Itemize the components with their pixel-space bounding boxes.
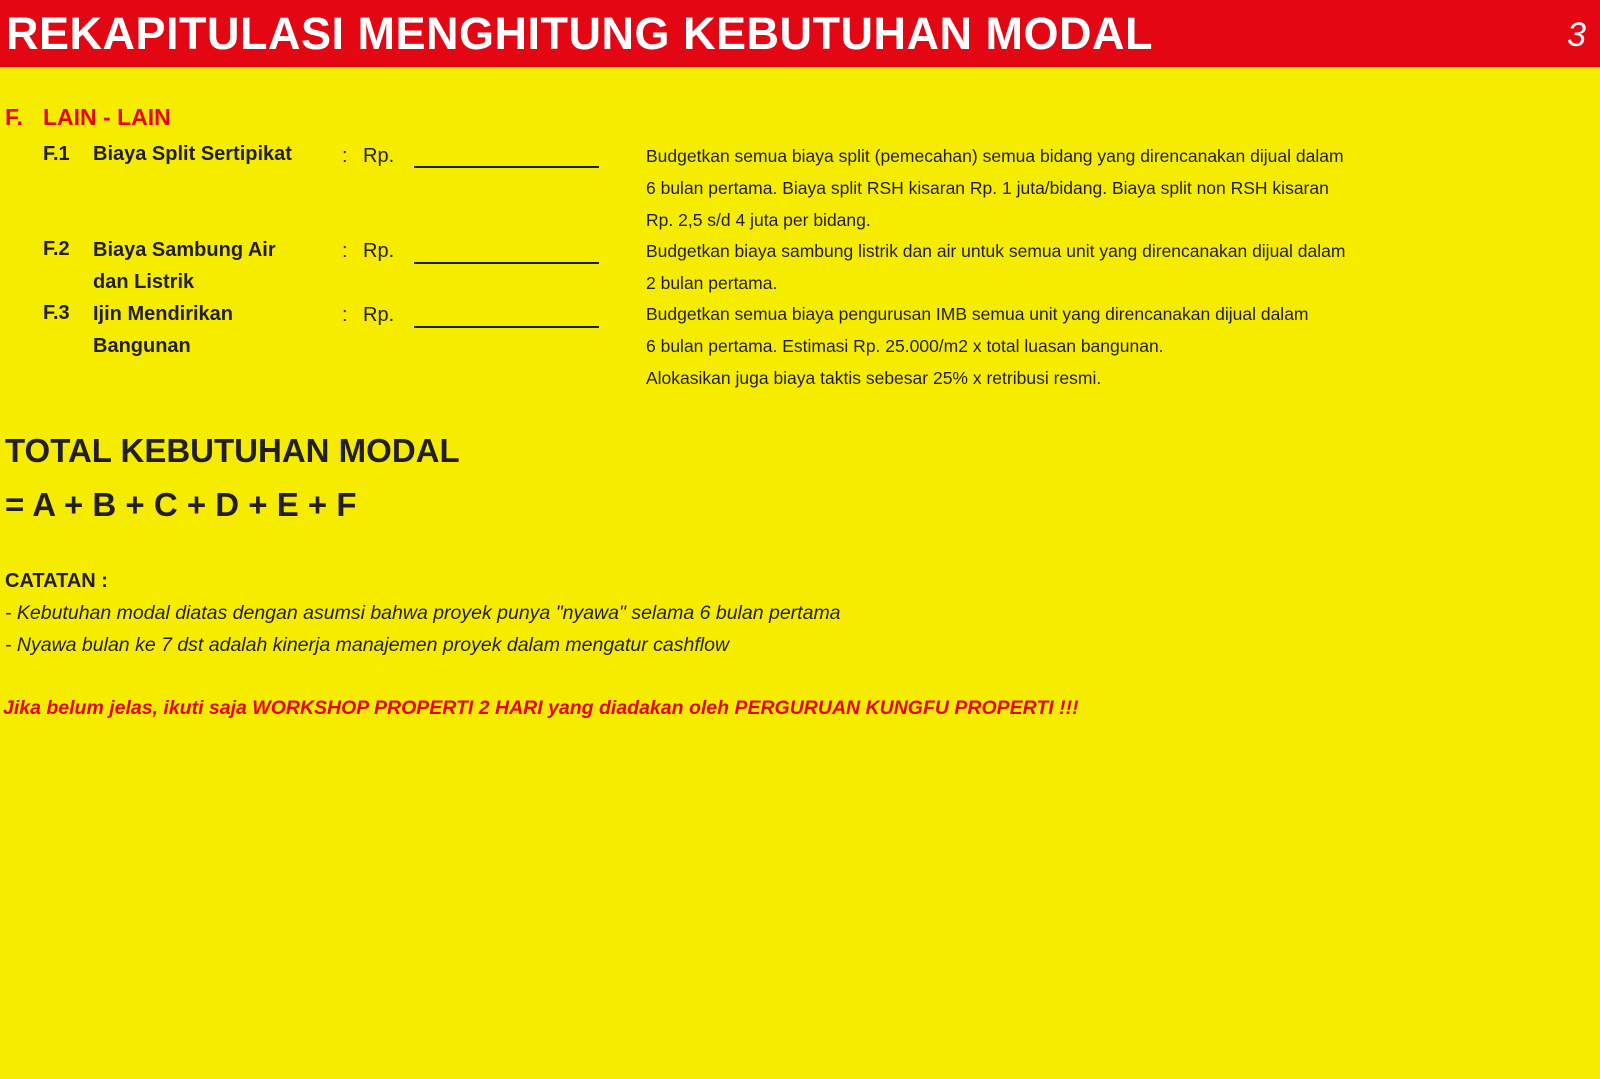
desc-line: 6 bulan pertama. Biaya split RSH kisaran Rp. 1 juta/bidang. Biaya split non RSH kisaran	[646, 178, 1329, 198]
amount-blank-line	[414, 262, 599, 264]
amount-blank-line	[414, 326, 599, 328]
item-code: F.2	[43, 238, 70, 260]
amount-blank-line	[414, 166, 599, 168]
workshop-promo: Jika belum jelas, ikuti saja WORKSHOP PROPERTI 2 HARI yang diadakan oleh PERGURUAN KUNGFU PROPERTI !!!	[3, 697, 1079, 719]
total-formula: = A + B + C + D + E + F	[5, 486, 357, 523]
item-description	[646, 140, 1344, 236]
item-description	[646, 298, 1309, 394]
item-colon: :	[342, 145, 348, 167]
total-title: TOTAL KEBUTUHAN MODAL	[5, 432, 460, 469]
desc-line: Alokasikan juga biaya taktis sebesar 25% x retribusi resmi.	[646, 368, 1102, 388]
item-colon: :	[342, 240, 348, 262]
desc-line: Rp. 2,5 s/d 4 juta per bidang.	[646, 210, 871, 230]
desc-line: 6 bulan pertama. Estimasi Rp. 25.000/m2 x total luasan bangunan.	[646, 336, 1164, 356]
item-code: F.1	[43, 143, 70, 165]
item-label	[93, 298, 233, 362]
page-number: 3	[1567, 16, 1586, 54]
desc-line: Budgetkan semua biaya split (pemecahan) semua bidang yang direncanakan dijual dalam	[646, 146, 1344, 166]
item-label	[93, 234, 276, 298]
label-line: Biaya Sambung Air	[93, 239, 276, 261]
currency-label: Rp.	[363, 304, 395, 326]
section-title: LAIN - LAIN	[43, 104, 171, 130]
page-title: REKAPITULASI MENGHITUNG KEBUTUHAN MODAL	[6, 8, 1153, 59]
desc-line: Budgetkan semua biaya pengurusan IMB semua unit yang direncanakan dijual dalam	[646, 304, 1309, 324]
desc-line: Budgetkan biaya sambung listrik dan air untuk semua unit yang direncanakan dijual dalam	[646, 241, 1346, 261]
label-line: dan Listrik	[93, 271, 195, 293]
notes-heading: CATATAN :	[5, 570, 108, 592]
item-colon: :	[342, 304, 348, 326]
item-label: Biaya Split Sertipikat	[93, 143, 292, 165]
note-line: - Nyawa bulan ke 7 dst adalah kinerja manajemen proyek dalam mengatur cashflow	[5, 634, 730, 656]
desc-line: 2 bulan pertama.	[646, 273, 778, 293]
note-line: - Kebutuhan modal diatas dengan asumsi bahwa proyek punya "nyawa" selama 6 bulan pertama	[5, 602, 841, 624]
section-letter: F.	[5, 104, 23, 130]
item-description	[646, 235, 1345, 299]
currency-label: Rp.	[363, 240, 395, 262]
label-line: Ijin Mendirikan	[93, 303, 234, 325]
header-bar	[0, 0, 1600, 67]
currency-label: Rp.	[363, 145, 395, 167]
label-line: Bangunan	[93, 335, 191, 357]
item-code: F.3	[43, 302, 70, 324]
